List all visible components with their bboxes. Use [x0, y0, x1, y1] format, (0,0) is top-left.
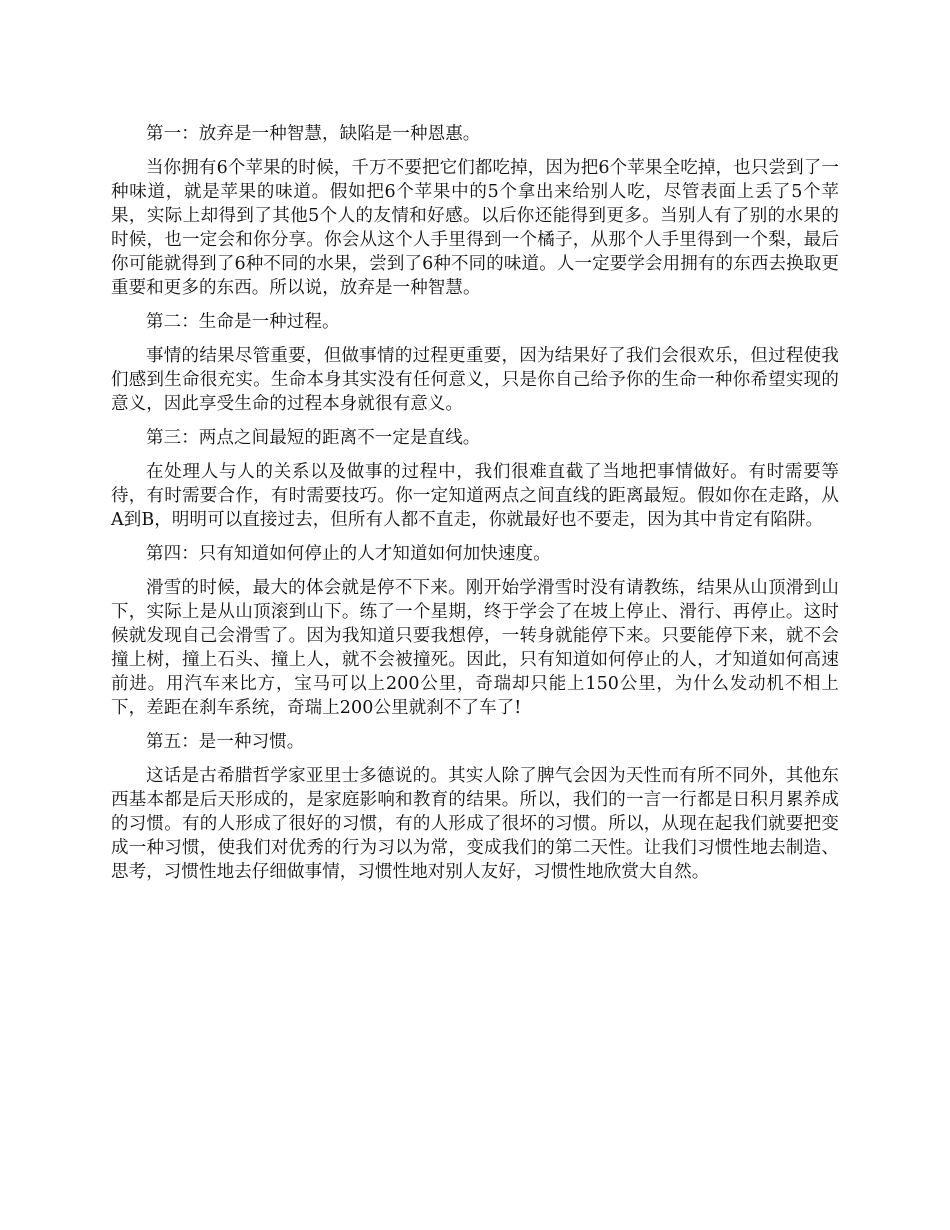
section-paragraph-3: 在处理人与人的关系以及做事的过程中，我们很难直截了当地把事情做好。有时需要等待，有时需要合作，有时需要技巧。你一定知道两点之间直线的距离最短。假如你在走路，从A到B，明明可以直接过去，但所有人都不直走，你就最好也不要走，因为其中肯定有陷阱。	[111, 462, 839, 530]
section-heading-5: 第五：是一种习惯。	[146, 732, 305, 752]
document-body	[111, 122, 839, 894]
section-heading-3: 第三：两点之间最短的距离不一定是直线。	[146, 428, 481, 448]
section-heading-1: 第一：放弃是一种智慧，缺陷是一种恩惠。	[146, 124, 481, 144]
section-paragraph-1: 当你拥有6个苹果的时候，千万不要把它们都吃掉，因为把6个苹果全吃掉，也只尝到了一种味道，就是苹果的味道。假如把6个苹果中的5个拿出来给别人吃，尽管表面上丢了5个苹果，实际上却得到了其他5个人的友情和好感。以后你还能得到更多。当别人有了别的水果的时候，也一定会和你分享。你会从这个人手里得到一个橘子，从那个人手里得到一个梨，最后你可能就得到了6种不同的水果，尝到了6种不同的味道。人一定要学会用拥有的东西去换取更重要和更多的东西。所以说，放弃是一种智慧。	[111, 158, 839, 298]
section-heading-4: 第四：只有知道如何停止的人才知道如何加快速度。	[146, 544, 551, 564]
section-paragraph-5: 这话是古希腊哲学家亚里士多德说的。其实人除了脾气会因为天性而有所不同外，其他东西基本都是后天形成的，是家庭影响和教育的结果。所以，我们的一言一行都是日积月累养成的习惯。有的人形成了很好的习惯，有的人形成了很坏的习惯。所以，从现在起我们就要把变成一种习惯，使我们对优秀的行为习以为常，变成我们的第二天性。让我们习惯性地去制造、思考，习惯性地去仔细做事情，习惯性地对别人友好，习惯性地欣赏大自然。	[111, 766, 839, 882]
section-paragraph-4: 滑雪的时候，最大的体会就是停不下来。刚开始学滑雪时没有请教练，结果从山顶滑到山下，实际上是从山顶滚到山下。练了一个星期，终于学会了在坡上停止、滑行、再停止。这时候就发现自己会滑雪了。因为我知道只要我想停，一转身就能停下来。只要能停下来，就不会撞上树，撞上石头、撞上人，就不会被撞死。因此，只有知道如何停止的人，才知道如何高速前进。用汽车来比方，宝马可以上200公里，奇瑞却只能上150公里，为什么发动机不相上下，差距在刹车系统，奇瑞上200公里就刹不了车了!	[111, 578, 839, 718]
section-paragraph-2: 事情的结果尽管重要，但做事情的过程更重要，因为结果好了我们会很欢乐，但过程使我们感到生命很充实。生命本身其实没有任何意义，只是你自己给予你的生命一种你希望实现的意义，因此享受生命的过程本身就很有意义。	[111, 346, 839, 414]
section-heading-2: 第二：生命是一种过程。	[146, 312, 340, 332]
